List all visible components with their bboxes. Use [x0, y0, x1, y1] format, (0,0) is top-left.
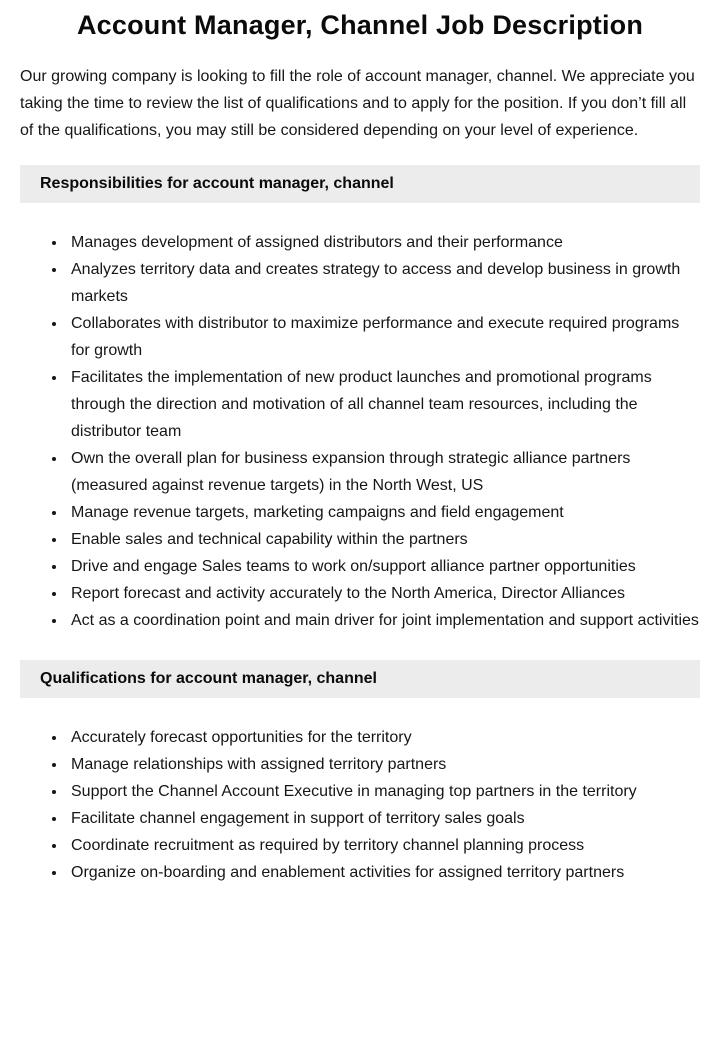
list-item: • Collaborates with distributor to maximize performance and execute required programs for growth — [67, 310, 700, 364]
list-item: • Coordinate recruitment as required by territory channel planning process — [67, 832, 700, 859]
list-item: • Organize on-boarding and enablement activities for assigned territory partners — [67, 859, 700, 886]
list-item: • Manages development of assigned distributors and their performance — [67, 229, 700, 256]
qualifications-heading: Qualifications for account manager, channel — [20, 660, 700, 698]
list-item: • Enable sales and technical capability within the partners — [67, 526, 700, 553]
list-item: • Analyzes territory data and creates strategy to access and develop business in growth markets — [67, 256, 700, 310]
list-item: • Manage relationships with assigned territory partners — [67, 751, 700, 778]
responsibilities-section — [20, 165, 700, 634]
intro-paragraph: Our growing company is looking to fill the role of account manager, channel. We appreciate you taking the time to review the list of qualifications and to apply for the position. If you don’t fill all of the qualifications, you may still be considered depending on your level of experience. — [20, 68, 695, 139]
list-item: • Facilitate channel engagement in support of territory sales goals — [67, 805, 700, 832]
list-item: • Support the Channel Account Executive in managing top partners in the territory — [67, 778, 700, 805]
list-item: • Accurately forecast opportunities for the territory — [67, 724, 700, 751]
qualifications-section — [20, 660, 700, 886]
page-title: Account Manager, Channel Job Description — [76, 10, 644, 40]
responsibilities-heading: Responsibilities for account manager, channel — [20, 165, 700, 203]
responsibilities-list — [20, 229, 700, 634]
list-item: • Drive and engage Sales teams to work on/support alliance partner opportunities — [67, 553, 700, 580]
qualifications-list — [20, 724, 700, 886]
list-item: • Manage revenue targets, marketing campaigns and field engagement — [67, 499, 700, 526]
list-item: • Act as a coordination point and main driver for joint implementation and support activities — [67, 607, 700, 634]
list-item: • Own the overall plan for business expansion through strategic alliance partners (measured against revenue targets) in the North West, US — [67, 445, 700, 499]
list-item: • Report forecast and activity accurately to the North America, Director Alliances — [67, 580, 700, 607]
list-item: • Facilitates the implementation of new product launches and promotional programs through the direction and motivation of all channel team resources, including the distributor team — [67, 364, 700, 445]
